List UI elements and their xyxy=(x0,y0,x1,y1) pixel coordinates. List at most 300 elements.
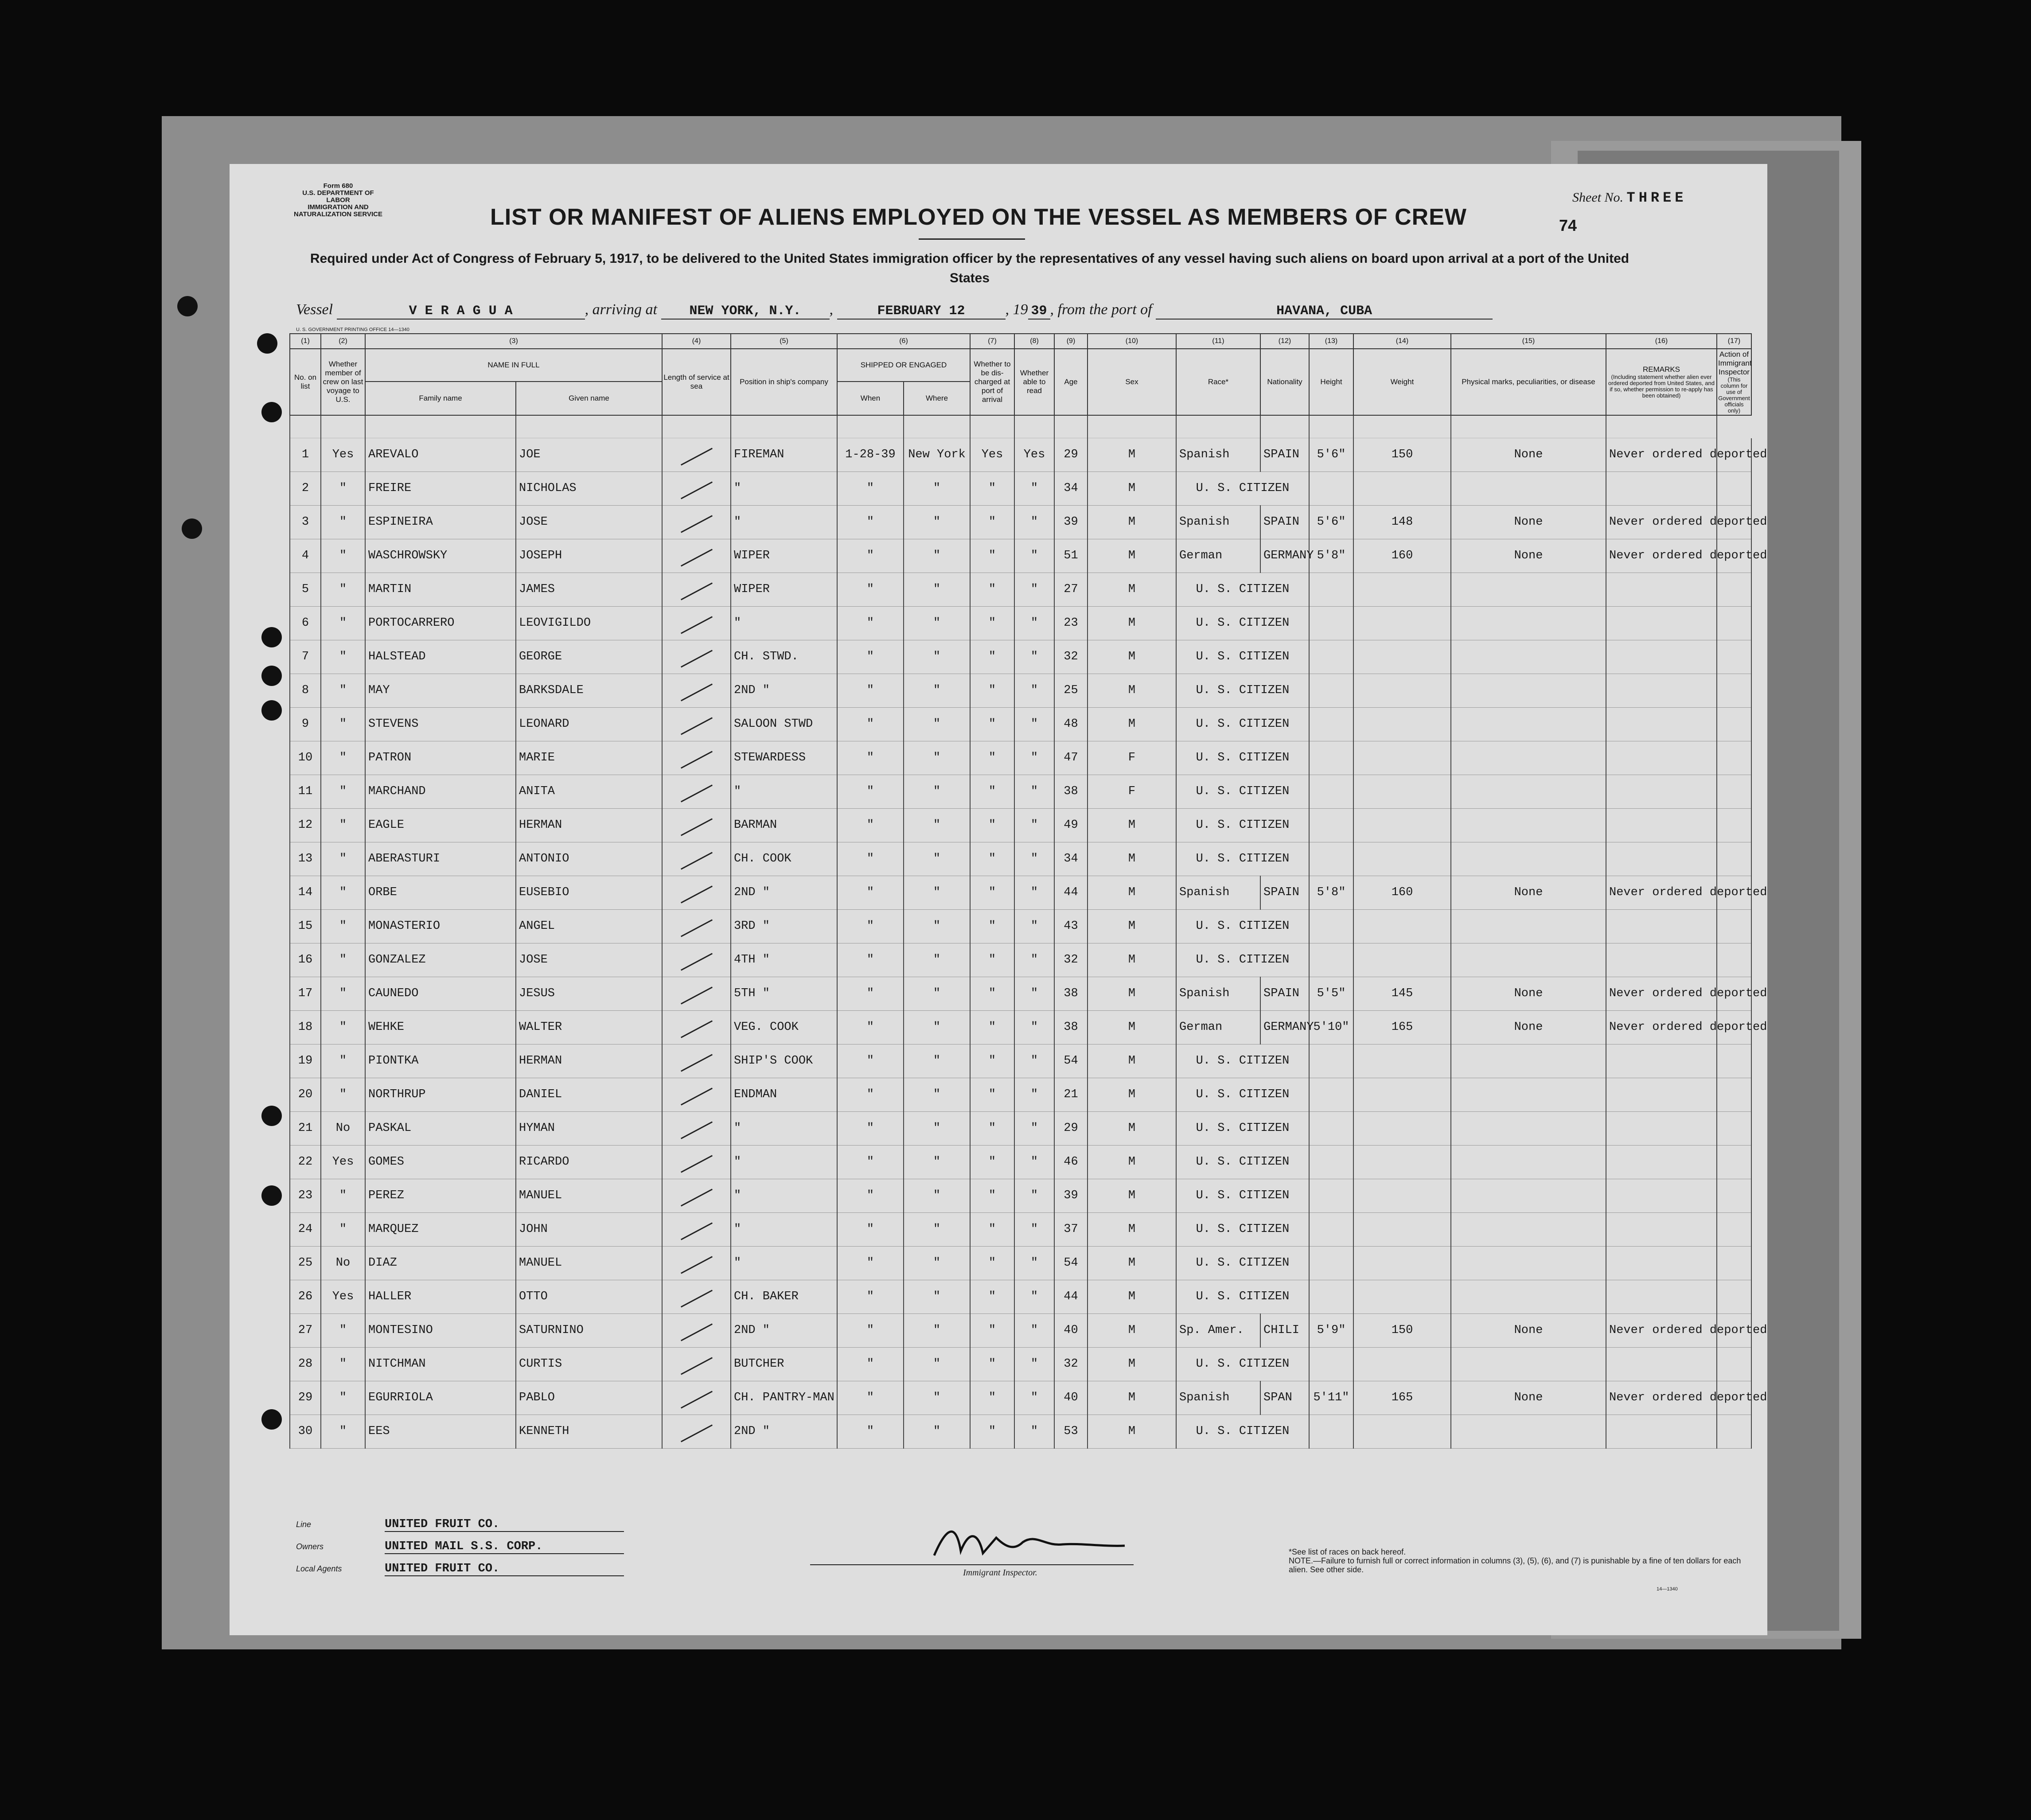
shipped-where-cell: " xyxy=(904,1011,970,1044)
nationality-cell: U. S. CITIZEN xyxy=(1176,809,1309,842)
height-cell xyxy=(1309,809,1353,842)
table-row xyxy=(290,1381,1751,1415)
shipped-when-cell: " xyxy=(837,741,904,775)
height-cell xyxy=(1309,640,1353,674)
table-row xyxy=(290,539,1751,573)
shipped-when-cell: " xyxy=(837,506,904,539)
nationality-cell: SPAIN xyxy=(1260,438,1309,472)
inspector-action-cell xyxy=(1717,1112,1751,1146)
sex-cell: M xyxy=(1088,1044,1176,1078)
nationality-cell: U. S. CITIZEN xyxy=(1176,1213,1309,1247)
row-number-cell: 4 xyxy=(290,539,321,573)
shipped-when-cell: " xyxy=(837,842,904,876)
remarks-cell xyxy=(1606,1348,1717,1381)
member-last-voyage-cell: " xyxy=(321,842,365,876)
family-name-cell: DIAZ xyxy=(365,1247,516,1280)
header-height: Height xyxy=(1309,349,1353,415)
remarks-cell xyxy=(1606,910,1717,943)
length-service-check-cell xyxy=(662,910,731,943)
height-cell xyxy=(1309,1348,1353,1381)
check-mark xyxy=(680,481,712,499)
able-to-read-cell: " xyxy=(1014,775,1054,809)
remarks-cell xyxy=(1606,1213,1717,1247)
length-service-check-cell xyxy=(662,775,731,809)
row-number-cell: 22 xyxy=(290,1146,321,1179)
age-cell: 37 xyxy=(1054,1213,1088,1247)
given-name-cell: MARIE xyxy=(516,741,662,775)
position-cell: 2ND " xyxy=(731,1314,837,1348)
col-num-9: (9) xyxy=(1054,334,1088,349)
remarks-cell xyxy=(1606,472,1717,506)
owners-value: UNITED MAIL S.S. CORP. xyxy=(385,1540,624,1554)
to-be-discharged-cell: " xyxy=(970,472,1014,506)
shipped-when-cell: " xyxy=(837,607,904,640)
table-row xyxy=(290,1112,1751,1146)
age-cell: 54 xyxy=(1054,1044,1088,1078)
table-row xyxy=(290,438,1751,472)
table-row xyxy=(290,1415,1751,1449)
given-name-cell: NICHOLAS xyxy=(516,472,662,506)
member-last-voyage-cell: " xyxy=(321,573,365,607)
physical-marks-cell: None xyxy=(1451,1381,1606,1415)
to-be-discharged-cell: " xyxy=(970,1348,1014,1381)
position-cell: " xyxy=(731,1146,837,1179)
sex-cell: M xyxy=(1088,1179,1176,1213)
nationality-cell: U. S. CITIZEN xyxy=(1176,573,1309,607)
able-to-read-cell: " xyxy=(1014,809,1054,842)
check-mark xyxy=(680,751,712,768)
agents-value: UNITED FRUIT CO. xyxy=(385,1562,624,1576)
member-last-voyage-cell: " xyxy=(321,539,365,573)
given-name-cell: JESUS xyxy=(516,977,662,1011)
height-cell xyxy=(1309,1179,1353,1213)
able-to-read-cell: " xyxy=(1014,1247,1054,1280)
crew-rows xyxy=(290,415,1767,1449)
physical-marks-cell xyxy=(1451,1044,1606,1078)
sex-cell: M xyxy=(1088,1011,1176,1044)
age-cell: 23 xyxy=(1054,607,1088,640)
weight-cell xyxy=(1353,674,1451,708)
to-be-discharged-cell: " xyxy=(970,876,1014,910)
able-to-read-cell: " xyxy=(1014,1011,1054,1044)
member-last-voyage-cell: " xyxy=(321,1011,365,1044)
nationality-cell: U. S. CITIZEN xyxy=(1176,1146,1309,1179)
given-name-cell: BARKSDALE xyxy=(516,674,662,708)
to-be-discharged-cell: " xyxy=(970,506,1014,539)
physical-marks-cell xyxy=(1451,809,1606,842)
col-num-17: (17) xyxy=(1717,334,1751,349)
inspector-action-cell xyxy=(1717,775,1751,809)
age-cell: 27 xyxy=(1054,573,1088,607)
age-cell: 51 xyxy=(1054,539,1088,573)
age-cell: 32 xyxy=(1054,640,1088,674)
check-mark xyxy=(680,784,712,802)
member-last-voyage-cell: " xyxy=(321,506,365,539)
sex-cell: M xyxy=(1088,1348,1176,1381)
sex-cell: M xyxy=(1088,1146,1176,1179)
position-cell: " xyxy=(731,607,837,640)
remarks-cell xyxy=(1606,1044,1717,1078)
shipped-where-cell: " xyxy=(904,977,970,1011)
row-number-cell: 1 xyxy=(290,438,321,472)
member-last-voyage-cell: " xyxy=(321,1314,365,1348)
family-name-cell: ORBE xyxy=(365,876,516,910)
check-mark xyxy=(680,582,712,600)
height-cell xyxy=(1309,674,1353,708)
member-last-voyage-cell: " xyxy=(321,472,365,506)
height-cell xyxy=(1309,607,1353,640)
physical-marks-cell xyxy=(1451,1415,1606,1449)
shipped-where-cell: " xyxy=(904,741,970,775)
inspector-action-cell xyxy=(1717,741,1751,775)
shipped-where-cell: " xyxy=(904,472,970,506)
weight-cell: 165 xyxy=(1353,1011,1451,1044)
remarks-cell: Never ordered deported xyxy=(1606,1314,1717,1348)
nationality-cell: U. S. CITIZEN xyxy=(1176,607,1309,640)
position-cell: CH. COOK xyxy=(731,842,837,876)
weight-cell: 150 xyxy=(1353,1314,1451,1348)
nationality-cell: CHILI xyxy=(1260,1314,1309,1348)
header-position: Position in ship's company xyxy=(731,349,837,415)
col-num-7: (7) xyxy=(970,334,1014,349)
physical-marks-cell xyxy=(1451,607,1606,640)
to-be-discharged-cell: " xyxy=(970,910,1014,943)
nationality-cell: U. S. CITIZEN xyxy=(1176,1179,1309,1213)
age-cell: 32 xyxy=(1054,943,1088,977)
able-to-read-cell: " xyxy=(1014,1179,1054,1213)
check-mark xyxy=(680,650,712,667)
row-number-cell: 14 xyxy=(290,876,321,910)
row-number-cell: 24 xyxy=(290,1213,321,1247)
to-be-discharged-cell: " xyxy=(970,809,1014,842)
shipped-where-cell: " xyxy=(904,1044,970,1078)
member-last-voyage-cell: No xyxy=(321,1112,365,1146)
remarks-cell xyxy=(1606,741,1717,775)
length-service-check-cell xyxy=(662,607,731,640)
nationality-cell: SPAIN xyxy=(1260,977,1309,1011)
able-to-read-cell: " xyxy=(1014,943,1054,977)
sex-cell: M xyxy=(1088,607,1176,640)
given-name-cell: ANITA xyxy=(516,775,662,809)
family-name-cell: PIONTKA xyxy=(365,1044,516,1078)
age-cell: 44 xyxy=(1054,1280,1088,1314)
nationality-cell: U. S. CITIZEN xyxy=(1176,640,1309,674)
to-be-discharged-cell: " xyxy=(970,573,1014,607)
shipped-when-cell: " xyxy=(837,943,904,977)
length-service-check-cell xyxy=(662,1044,731,1078)
position-cell: CH. BAKER xyxy=(731,1280,837,1314)
header-sex: Sex xyxy=(1088,349,1176,415)
height-cell xyxy=(1309,741,1353,775)
shipped-where-cell: " xyxy=(904,1112,970,1146)
weight-cell xyxy=(1353,472,1451,506)
height-cell xyxy=(1309,1415,1353,1449)
nationality-cell: U. S. CITIZEN xyxy=(1176,1044,1309,1078)
family-name-cell: MAY xyxy=(365,674,516,708)
binder-hole xyxy=(261,700,282,721)
nationality-cell: GERMANY xyxy=(1260,539,1309,573)
header-weight: Weight xyxy=(1353,349,1451,415)
height-cell: 5'8" xyxy=(1309,876,1353,910)
physical-marks-cell xyxy=(1451,842,1606,876)
member-last-voyage-cell: " xyxy=(321,1415,365,1449)
member-last-voyage-cell: " xyxy=(321,674,365,708)
row-number-cell: 16 xyxy=(290,943,321,977)
age-cell: 53 xyxy=(1054,1415,1088,1449)
position-cell: 2ND " xyxy=(731,674,837,708)
position-cell: ENDMAN xyxy=(731,1078,837,1112)
inspector-action-cell xyxy=(1717,1415,1751,1449)
table-row xyxy=(290,1247,1751,1280)
printing-office: U. S. GOVERNMENT PRINTING OFFICE 14—1340 xyxy=(296,327,409,332)
race-cell: Sp. Amer. xyxy=(1176,1314,1260,1348)
remarks-cell xyxy=(1606,1247,1717,1280)
nationality-cell: U. S. CITIZEN xyxy=(1176,1415,1309,1449)
to-be-discharged-cell: " xyxy=(970,1415,1014,1449)
sheet-number-label: Sheet No. xyxy=(1572,190,1623,205)
header-action-title: Action of Immigrant Inspector xyxy=(1718,350,1752,376)
header-no-on-list: No. on list xyxy=(290,349,321,415)
shipped-where-cell: " xyxy=(904,876,970,910)
table-row xyxy=(290,1280,1751,1314)
form-code: 14—1340 xyxy=(1657,1586,1678,1592)
header-remarks xyxy=(1606,349,1717,415)
length-service-check-cell xyxy=(662,842,731,876)
physical-marks-cell xyxy=(1451,1348,1606,1381)
shipped-where-cell: " xyxy=(904,607,970,640)
to-be-discharged-cell: " xyxy=(970,1146,1014,1179)
row-number-cell: 8 xyxy=(290,674,321,708)
header-able-read: Whether able to read xyxy=(1014,349,1054,415)
able-to-read-cell: " xyxy=(1014,640,1054,674)
line-label: Line xyxy=(296,1520,312,1529)
physical-marks-cell xyxy=(1451,1179,1606,1213)
inspector-action-cell xyxy=(1717,809,1751,842)
line-field xyxy=(296,1518,624,1532)
check-mark xyxy=(680,448,712,465)
table-row xyxy=(290,1314,1751,1348)
position-cell: 2ND " xyxy=(731,876,837,910)
length-service-check-cell xyxy=(662,1011,731,1044)
able-to-read-cell: " xyxy=(1014,573,1054,607)
race-footnote: *See list of races on back hereof. xyxy=(1289,1547,1406,1556)
family-name-cell: MARTIN xyxy=(365,573,516,607)
nationality-cell: U. S. CITIZEN xyxy=(1176,775,1309,809)
check-mark xyxy=(680,885,712,903)
weight-cell: 148 xyxy=(1353,506,1451,539)
shipped-when-cell: " xyxy=(837,1011,904,1044)
table-row xyxy=(290,1011,1751,1044)
age-cell: 54 xyxy=(1054,1247,1088,1280)
row-number-cell: 5 xyxy=(290,573,321,607)
table-row xyxy=(290,640,1751,674)
shipped-where-cell: " xyxy=(904,842,970,876)
shipped-when-cell: " xyxy=(837,708,904,741)
row-number-cell: 21 xyxy=(290,1112,321,1146)
shipped-when-cell: " xyxy=(837,640,904,674)
shipped-when-cell: " xyxy=(837,1348,904,1381)
given-name-cell: GEORGE xyxy=(516,640,662,674)
able-to-read-cell: " xyxy=(1014,1112,1054,1146)
to-be-discharged-cell: " xyxy=(970,1280,1014,1314)
family-name-cell: PORTOCARRERO xyxy=(365,607,516,640)
sex-cell: F xyxy=(1088,775,1176,809)
check-mark xyxy=(680,852,712,869)
inspector-label: Immigrant Inspector. xyxy=(963,1568,1037,1578)
table-row xyxy=(290,573,1751,607)
given-name-cell: EUSEBIO xyxy=(516,876,662,910)
row-number-cell: 7 xyxy=(290,640,321,674)
check-mark xyxy=(680,549,712,566)
header-age: Age xyxy=(1054,349,1088,415)
shipped-where-cell: " xyxy=(904,1146,970,1179)
weight-cell xyxy=(1353,943,1451,977)
table-row xyxy=(290,472,1751,506)
inspector-action-cell xyxy=(1717,910,1751,943)
position-cell: " xyxy=(731,1179,837,1213)
to-be-discharged-cell: " xyxy=(970,708,1014,741)
row-number-cell: 20 xyxy=(290,1078,321,1112)
check-mark xyxy=(680,717,712,735)
header-given-name: Given name xyxy=(516,382,662,415)
length-service-check-cell xyxy=(662,1078,731,1112)
sex-cell: M xyxy=(1088,1112,1176,1146)
row-number-cell: 23 xyxy=(290,1179,321,1213)
physical-marks-cell xyxy=(1451,741,1606,775)
remarks-cell xyxy=(1606,775,1717,809)
col-num-15: (15) xyxy=(1451,334,1606,349)
height-cell xyxy=(1309,1247,1353,1280)
physical-marks-cell xyxy=(1451,1146,1606,1179)
col-num-5: (5) xyxy=(731,334,837,349)
race-cell: Spanish xyxy=(1176,876,1260,910)
given-name-cell: LEOVIGILDO xyxy=(516,607,662,640)
given-name-cell: JOSEPH xyxy=(516,539,662,573)
inspector-action-cell xyxy=(1717,472,1751,506)
check-mark xyxy=(680,683,712,701)
header-discharged: Whether to be dis-charged at port of arrival xyxy=(970,349,1014,415)
member-last-voyage-cell: " xyxy=(321,1213,365,1247)
nationality-cell: SPAIN xyxy=(1260,876,1309,910)
weight-cell xyxy=(1353,1146,1451,1179)
row-number-cell: 18 xyxy=(290,1011,321,1044)
race-cell: German xyxy=(1176,539,1260,573)
able-to-read-cell: " xyxy=(1014,1280,1054,1314)
given-name-cell: OTTO xyxy=(516,1280,662,1314)
able-to-read-cell: " xyxy=(1014,472,1054,506)
shipped-when-cell: " xyxy=(837,1213,904,1247)
remarks-cell xyxy=(1606,674,1717,708)
page-title: LIST OR MANIFEST OF ALIENS EMPLOYED ON THE VESSEL AS MEMBERS OF CREW xyxy=(490,204,1467,230)
to-be-discharged-cell: " xyxy=(970,607,1014,640)
shipped-where-cell: " xyxy=(904,1213,970,1247)
check-mark xyxy=(680,1054,712,1072)
able-to-read-cell: " xyxy=(1014,674,1054,708)
height-cell xyxy=(1309,842,1353,876)
age-cell: 38 xyxy=(1054,775,1088,809)
check-mark xyxy=(680,818,712,836)
weight-cell xyxy=(1353,741,1451,775)
given-name-cell: HERMAN xyxy=(516,809,662,842)
length-service-check-cell xyxy=(662,876,731,910)
position-cell: " xyxy=(731,1213,837,1247)
nationality-cell: U. S. CITIZEN xyxy=(1176,1247,1309,1280)
age-cell: 29 xyxy=(1054,1112,1088,1146)
check-mark xyxy=(680,986,712,1004)
binder-hole xyxy=(261,1409,282,1430)
family-name-cell: NORTHRUP xyxy=(365,1078,516,1112)
race-cell: Spanish xyxy=(1176,506,1260,539)
shipped-where-cell: " xyxy=(904,674,970,708)
to-be-discharged-cell: " xyxy=(970,1112,1014,1146)
length-service-check-cell xyxy=(662,1213,731,1247)
row-number-cell: 2 xyxy=(290,472,321,506)
member-last-voyage-cell: Yes xyxy=(321,1146,365,1179)
to-be-discharged-cell: " xyxy=(970,842,1014,876)
member-last-voyage-cell: " xyxy=(321,910,365,943)
nationality-cell: GERMANY xyxy=(1260,1011,1309,1044)
title-underline xyxy=(919,238,1025,240)
check-mark xyxy=(680,1121,712,1139)
remarks-cell: Never ordered deported xyxy=(1606,438,1717,472)
department-name: U.S. DEPARTMENT OF LABOR xyxy=(302,189,374,204)
shipped-where-cell: " xyxy=(904,809,970,842)
check-mark xyxy=(680,1155,712,1173)
table-row xyxy=(290,506,1751,539)
length-service-check-cell xyxy=(662,573,731,607)
length-service-check-cell xyxy=(662,977,731,1011)
shipped-where-cell: New York xyxy=(904,438,970,472)
able-to-read-cell: " xyxy=(1014,607,1054,640)
physical-marks-cell xyxy=(1451,1112,1606,1146)
shipped-when-cell: " xyxy=(837,472,904,506)
position-cell: WIPER xyxy=(731,573,837,607)
length-service-check-cell xyxy=(662,708,731,741)
check-mark xyxy=(680,1020,712,1038)
height-cell xyxy=(1309,1112,1353,1146)
position-cell: " xyxy=(731,506,837,539)
shipped-where-cell: " xyxy=(904,910,970,943)
length-service-check-cell xyxy=(662,1179,731,1213)
given-name-cell: CURTIS xyxy=(516,1348,662,1381)
sex-cell: M xyxy=(1088,1415,1176,1449)
sex-cell: M xyxy=(1088,1213,1176,1247)
member-last-voyage-cell: " xyxy=(321,876,365,910)
crew-table xyxy=(289,333,1767,1449)
to-be-discharged-cell: " xyxy=(970,775,1014,809)
shipped-where-cell: " xyxy=(904,1179,970,1213)
inspector-action-cell xyxy=(1717,1213,1751,1247)
given-name-cell: SATURNINO xyxy=(516,1314,662,1348)
position-cell: CH. PANTRY-MAN xyxy=(731,1381,837,1415)
nationality-cell: U. S. CITIZEN xyxy=(1176,472,1309,506)
family-name-cell: PEREZ xyxy=(365,1179,516,1213)
position-cell: SHIP'S COOK xyxy=(731,1044,837,1078)
header-race: Race* xyxy=(1176,349,1260,415)
remarks-cell xyxy=(1606,573,1717,607)
sex-cell: M xyxy=(1088,842,1176,876)
shipped-where-cell: " xyxy=(904,708,970,741)
sex-cell: M xyxy=(1088,1078,1176,1112)
weight-cell xyxy=(1353,1213,1451,1247)
able-to-read-cell: " xyxy=(1014,1078,1054,1112)
member-last-voyage-cell: " xyxy=(321,1078,365,1112)
given-name-cell: MANUEL xyxy=(516,1247,662,1280)
sex-cell: M xyxy=(1088,809,1176,842)
able-to-read-cell: " xyxy=(1014,842,1054,876)
height-cell: 5'10" xyxy=(1309,1011,1353,1044)
family-name-cell: MARQUEZ xyxy=(365,1213,516,1247)
